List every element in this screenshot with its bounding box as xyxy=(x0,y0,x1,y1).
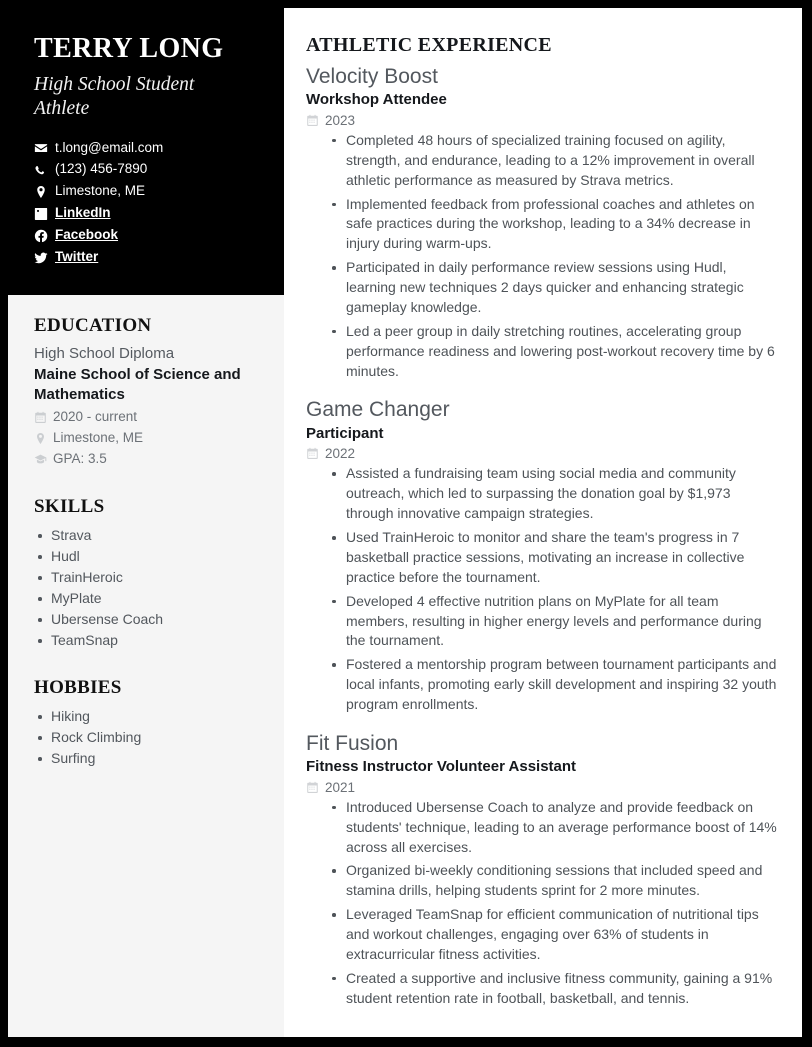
hobbies-list xyxy=(34,706,260,769)
contact-list xyxy=(34,138,260,269)
list-item: Implemented feedback from professional coaches and athletes on safe practices during the workshop, leading to a 34% decrease in injury during warm-ups. xyxy=(332,195,780,255)
sidebar-body xyxy=(8,295,284,1037)
skills-heading: SKILLS xyxy=(34,496,105,518)
contact-item-linkedin[interactable] xyxy=(34,203,260,224)
education-degree: High School Diploma xyxy=(34,345,175,363)
education-section xyxy=(34,315,260,470)
entry-organization: Velocity Boost xyxy=(306,65,438,88)
list-item: TrainHeroic xyxy=(34,567,260,588)
list-item: Used TrainHeroic to monitor and share the team's progress in 7 basketball practice sessions, motivating an increase in collective practice before the tournament. xyxy=(332,528,780,588)
experience-entry xyxy=(306,64,780,381)
contact-item-email xyxy=(34,138,260,159)
entry-bullet-list xyxy=(306,798,780,1009)
main-content xyxy=(284,8,802,1037)
entry-date xyxy=(306,113,780,128)
location-pin-icon xyxy=(34,185,48,199)
linkedin-icon xyxy=(34,207,48,221)
entry-date-value: 2022 xyxy=(325,446,356,462)
list-item: Participated in daily performance review sessions using Hudl, learning new techniques 2 days quicker and enhancing strategic gameplay knowledge. xyxy=(332,258,780,318)
list-item: Leveraged TeamSnap for efficient communication of nutritional tips and workout challenges, engaging over 63% of students in extracurricular fitness activities. xyxy=(332,905,780,965)
list-item: Ubersense Coach xyxy=(34,609,260,630)
list-item: Developed 4 effective nutrition plans on MyPlate for all team members, resulting in higher energy levels and performance during the tournament. xyxy=(332,592,780,652)
education-dates xyxy=(34,407,260,428)
candidate-name: TERRY LONG xyxy=(34,33,224,64)
education-gpa xyxy=(34,449,260,470)
education-date-value: 2020 - current xyxy=(53,409,138,425)
list-item: Completed 48 hours of specialized training focused on agility, strength, and endurance, leading to a 12% improvement in overall athletic performance as measured by Strava metrics. xyxy=(332,131,780,191)
calendar-icon xyxy=(306,114,319,127)
contact-value[interactable]: Twitter xyxy=(55,249,99,265)
entry-role: Fitness Instructor Volunteer Assistant xyxy=(306,758,577,776)
entry-date-value: 2021 xyxy=(325,779,356,795)
phone-icon xyxy=(34,163,48,177)
education-heading: EDUCATION xyxy=(34,315,152,337)
list-item: Introduced Ubersense Coach to analyze and provide feedback on students' technique, leading to an average performance boost of 14% across all exercises. xyxy=(332,798,780,858)
list-item: Led a peer group in daily stretching routines, accelerating group performance readiness and lowering post-workout recovery time by 6 minutes. xyxy=(332,322,780,382)
contact-value[interactable]: Facebook xyxy=(55,227,119,243)
contact-value: Limestone, ME xyxy=(55,183,146,199)
facebook-icon xyxy=(34,229,48,243)
entry-organization: Game Changer xyxy=(306,398,450,422)
twitter-icon xyxy=(34,251,48,265)
contact-value[interactable]: LinkedIn xyxy=(55,205,111,221)
sidebar-header xyxy=(8,8,284,295)
list-item: Surfing xyxy=(34,748,260,769)
envelope-icon xyxy=(34,141,48,155)
list-item: Assisted a fundraising team using social media and community outreach, which led to surpassing the donation goal by $1,973 through innovative campaign strategies. xyxy=(332,464,780,524)
list-item: Organized bi-weekly conditioning sessions that included speed and stamina drills, helping students sprint for 2 more minutes. xyxy=(332,861,780,901)
sidebar xyxy=(8,8,284,1037)
candidate-title: High School Student Athlete xyxy=(34,73,195,120)
graduation-cap-icon xyxy=(34,453,47,466)
resume-sheet xyxy=(8,8,802,1037)
education-location xyxy=(34,428,260,449)
education-location-value: Limestone, ME xyxy=(53,430,144,446)
entry-bullet-list xyxy=(306,131,780,382)
entry-date-value: 2023 xyxy=(325,112,356,128)
entry-organization: Fit Fusion xyxy=(306,731,399,755)
location-pin-icon xyxy=(34,432,47,445)
experience-heading: ATHLETIC EXPERIENCE xyxy=(306,34,552,56)
list-item: Hiking xyxy=(34,706,260,727)
contact-item-location xyxy=(34,181,260,202)
list-item: Fostered a mentorship program between tournament participants and local infants, promoting early skill development and inspiring 32 youth program enrollments. xyxy=(332,655,780,715)
calendar-icon xyxy=(306,447,319,460)
education-school: Maine School of Science and Mathematics xyxy=(34,366,241,403)
list-item: Hudl xyxy=(34,546,260,567)
list-item: Created a supportive and inclusive fitness community, gaining a 91% student retention rate in football, basketball, and tennis. xyxy=(332,969,780,1009)
experience-entry xyxy=(306,731,780,1009)
entry-role: Participant xyxy=(306,424,384,442)
contact-item-phone xyxy=(34,159,260,180)
contact-item-twitter[interactable] xyxy=(34,247,260,268)
list-item: MyPlate xyxy=(34,588,260,609)
calendar-icon xyxy=(34,411,47,424)
skills-section xyxy=(34,496,260,651)
experience-entry xyxy=(306,397,780,714)
entry-date xyxy=(306,780,780,795)
list-item: TeamSnap xyxy=(34,630,260,651)
entry-bullet-list xyxy=(306,464,780,715)
skills-list xyxy=(34,525,260,651)
contact-item-facebook[interactable] xyxy=(34,225,260,246)
contact-value: (123) 456-7890 xyxy=(55,161,148,177)
education-gpa-value: GPA: 3.5 xyxy=(53,451,107,467)
entry-date xyxy=(306,446,780,461)
list-item: Strava xyxy=(34,525,260,546)
list-item: Rock Climbing xyxy=(34,727,260,748)
entry-role: Workshop Attendee xyxy=(306,91,447,109)
hobbies-heading: HOBBIES xyxy=(34,677,122,699)
hobbies-section xyxy=(34,677,260,769)
contact-value: t.long@email.com xyxy=(55,139,164,155)
calendar-icon xyxy=(306,781,319,794)
